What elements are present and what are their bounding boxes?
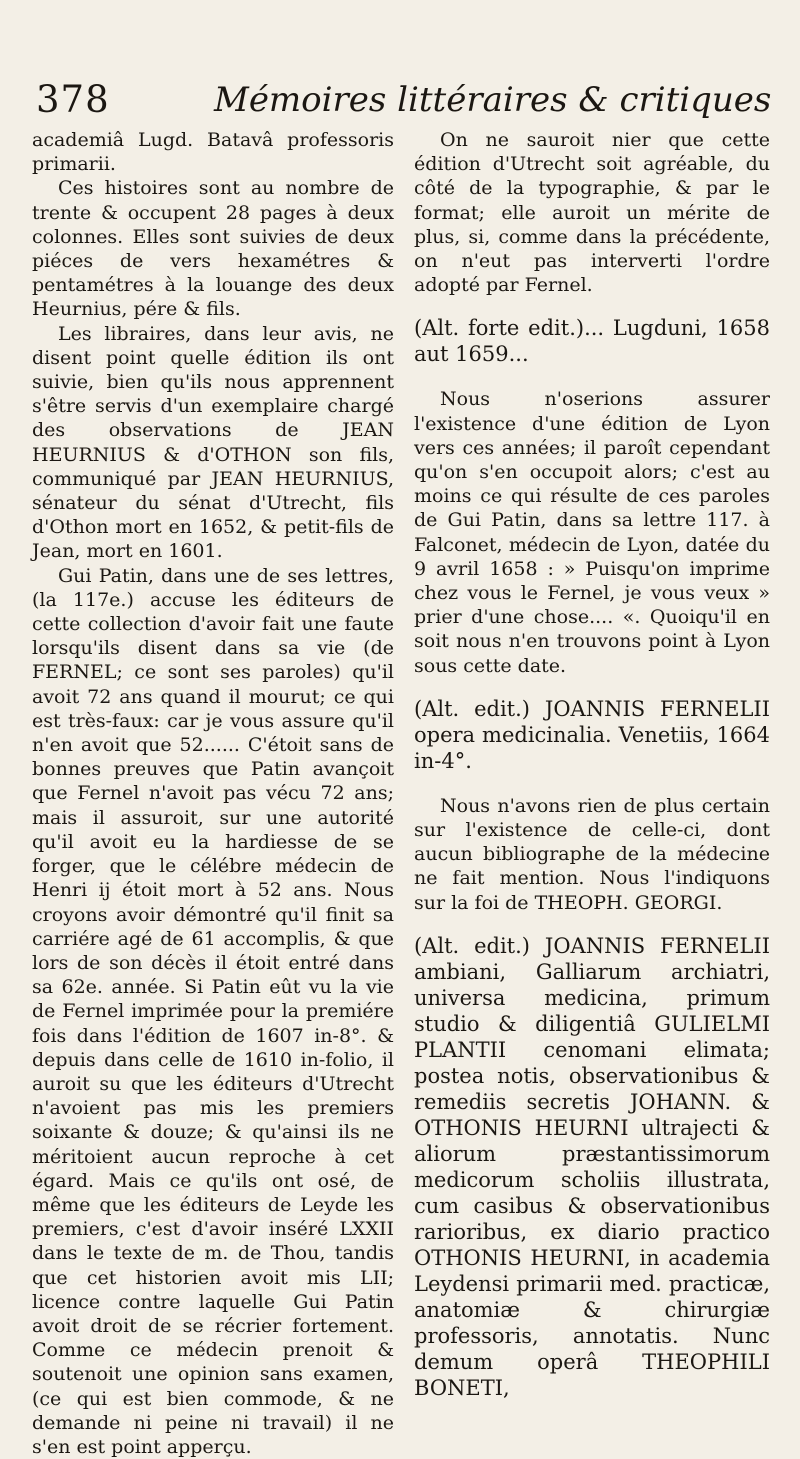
paragraph-libraires: Les libraires, dans leur avis, ne disent point quelle édition ils ont suivie, bien qu'ils nous apprennent s'être servis d'un exemplaire chargé des observations de JEAN HEURNIUS & d'OTHON son fils, communiqué par JEAN HEURNIUS, sénateur du sénat d'Utrecht, fils d'Othon mort en 1652, & petit-fils de Jean, mort en 1601. [32, 322, 394, 563]
spacer [414, 774, 770, 794]
paragraph-georgi: Nous n'avons rien de plus certain sur l'existence de celle-ci, dont aucun bibliographe de la médecine ne fait mention. Nous l'indiquons sur la foi de THEOPH. GEORGI. [414, 794, 770, 914]
running-title: Mémoires littéraires & critiques [214, 80, 772, 120]
paragraph-gui-patin: Gui Patin, dans une de ses lettres, (la 117e.) accuse les éditeurs de cette collection d'avoir fait une faute lorsqu'ils disent dans sa vie (de FERNEL; ce sont ses paroles) qu'il avoit 72 ans quand il mourut; ce qui est très-faux: car je vous assure qu'il n'en avoit que 52...... C'étoit sans de bonnes preuves que Patin avançoit que Fernel n'avoit pas vécu 72 ans; mais il assuroit, sur une autorité qu'il avoit eu la hardiesse de se forger, que le célébre médecin de Henri ij étoit mort à 52 ans. Nous croyons avoir démontré qu'il finit sa carriére agé de 61 accomplis, & que lors de son décès il étoit entré dans sa 62e. année. Si Patin eût vu la vie de Fernel imprimée pour la premiére fois dans l'édition de 1607 in-8°. & depuis dans celle de 1610 in-folio, il auroit su que les éditeurs d'Utrecht n'avoient pas mis les premiers soixante & douze; & qu'ainsi ils ne méritoient aucun reproche à cet égard. Mais ce qu'ils ont osé, de même que les éditeurs de Leyde les premiers, c'est d'avoir inséré LXXII dans le texte de m. de Thou, tandis que cet historien avoit mis LII; licence contre laquelle Gui Patin avoit droit de se récrier fortement. Comme ce médecin prenoit & soutenoit une opinion sans examen, (ce qui est bien commode, & ne demande ni peine ni travail) il ne s'en est point apperçu. [32, 564, 394, 1458]
paragraph-continuation: academiâ Lugd. Batavâ professoris primarii. [32, 129, 394, 176]
page-header [34, 78, 774, 128]
page-number: 378 [36, 78, 110, 121]
paragraph-histoires: Ces histoires sont au nombre de trente & occupent 28 pages à deux colonnes. Elles sont suivies de deux piéces de vers hexamétres & pentamétres à la louange des deux Heurnius, pére & fils. [32, 177, 394, 321]
paragraph-utrecht: On ne sauroit nier que cette édition d'Utrecht soit agréable, du côté de la typographie, & par le format; elle auroit un mérite de plus, si, comme dans la précédente, on n'eut pas interverti l'ordre adopté par Fernel. [414, 129, 770, 297]
edition-entry-venetiis: (Alt. edit.) JOANNIS FERNELII opera medicinalia. Venetiis, 1664 in-4°. [414, 696, 770, 773]
left-column [32, 128, 394, 1459]
edition-entry-universa-medicina: (Alt. edit.) JOANNIS FERNELII ambiani, Galliarum archiatri, universa medicina, primum studio & diligentiâ GULIELMI PLANTII cenomani elimata; postea notis, observationibus & remediis secretis JOHANN. & OTHONIS HEURNI ultrajecti & aliorum præstantissimorum medicorum scholiis illustrata, cum casibus & observationibus rarioribus, ex diario practico OTHONIS HEURNI, in academia Leydensi primarii med. practicæ, anatomiæ & chirurgiæ professoris, annotatis. Nunc demum operâ THEOPHILI BONETI, [414, 933, 770, 1400]
paragraph-lyon: Nous n'oserions assurer l'existence d'une édition de Lyon vers ces années; il paroît cependant qu'on s'en occupoit alors; c'est au moins ce qui résulte de ces paroles de Gui Patin, dans sa lettre 117. à Falconet, médecin de Lyon, datée du 9 avril 1658 : » Puisqu'on imprime chez vous le Fernel, je vous veux » prier d'une chose.... «. Quoiqu'il en soit nous n'en trouvons point à Lyon sous cette date. [414, 388, 770, 677]
edition-entry-lyon: (Alt. forte edit.)... Lugduni, 1658 aut 1659... [414, 316, 770, 367]
right-column [414, 128, 770, 1401]
spacer [414, 367, 770, 387]
